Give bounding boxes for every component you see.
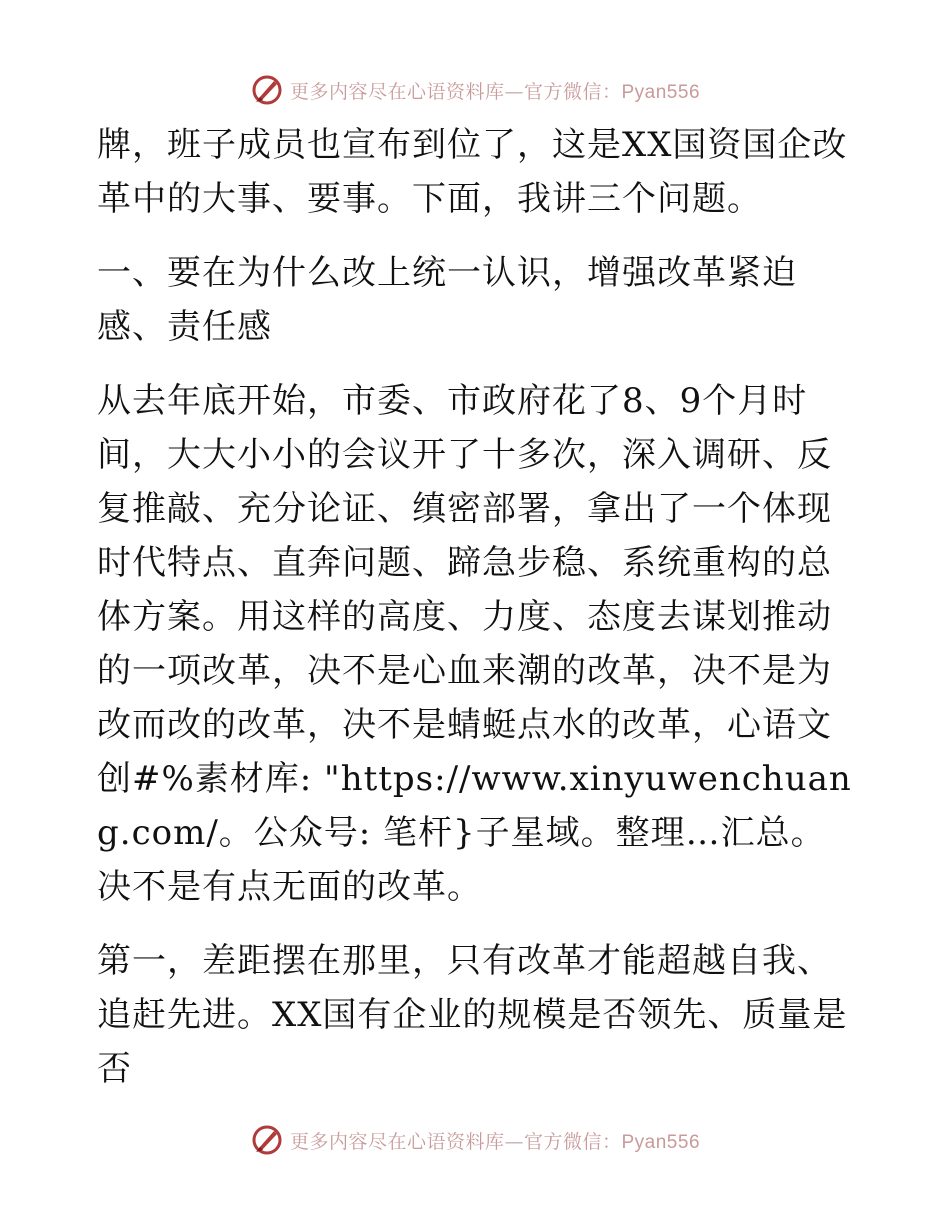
paragraph-background: 从去年底开始，市委、市政府花了8、9个月时间，大大小小的会议开了十多次，深入调研、反复推敲、充分论证、缜密部署，拿出了一个体现时代特点、直奔问题、蹄急步稳、系统重构的总体方案。用这样的高度、力度、态度去谋划推动的一项改革，决不是心血来潮的改革，决不是为改而改的改革，决不是蜻蜓点水的改革，心语文创#%素材库: "https://www.xinyuwenchuang.com/。公众号: 笔杆}子星域。整理…汇总。决不是有点无面的改革。 (97, 381, 852, 907)
footer-watermark (0, 1120, 950, 1160)
section-heading: 一、要在为什么改上统一认识，增强改革紧迫感、责任感 (97, 253, 797, 347)
paragraph-intro: 牌，班子成员也宣布到位了，这是XX国资国企改革中的大事、要事。下面，我讲三个问题。 (97, 125, 848, 219)
watermark-text: 更多内容尽在心语资料库—官方微信：Pyan556 (289, 80, 701, 103)
paragraph-first-point: 第一，差距摆在那里，只有改革才能超越自我、追赶先进。XX国有企业的规模是否领先、质量是否 (97, 941, 848, 1089)
header-watermark (0, 70, 950, 110)
brush-logo-icon (250, 1123, 284, 1157)
watermark-text: 更多内容尽在心语资料库—官方微信：Pyan556 (289, 1130, 701, 1153)
document-body (97, 118, 857, 1116)
brush-logo-icon (250, 73, 284, 107)
